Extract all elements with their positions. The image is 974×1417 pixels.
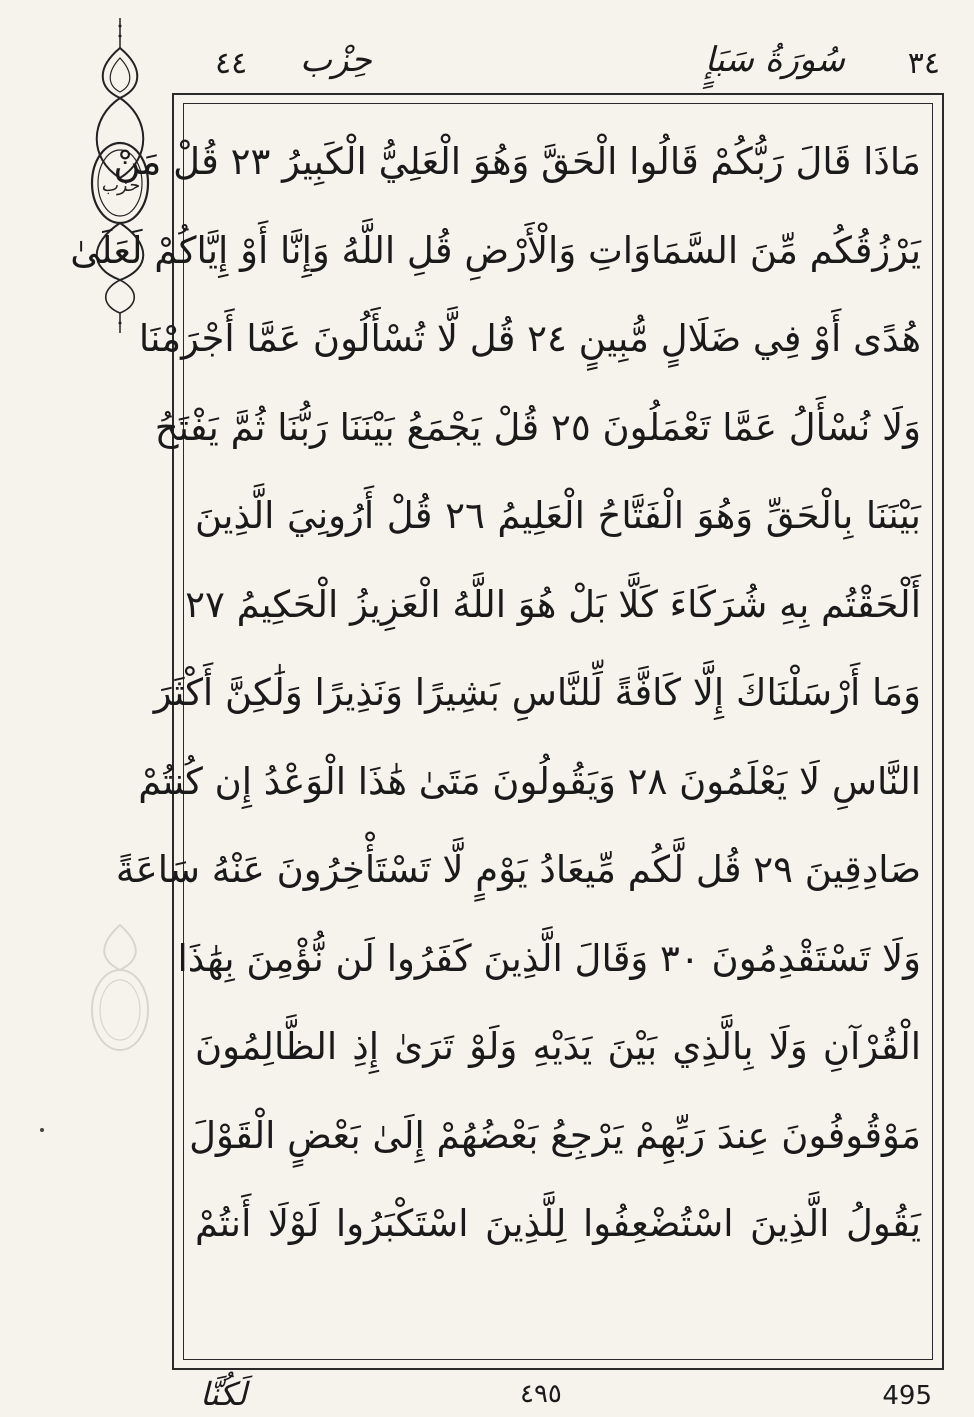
hizb-medallion-text: حزب xyxy=(100,175,140,196)
text-line-4: وَلَا نُسْأَلُ عَمَّا تَعْمَلُونَ ٢٥ قُلْ يَجْمَعُ بَيْنَنَا رَبُّنَا ثُمَّ يَفْتَحُ xyxy=(154,405,921,449)
surah-number: ٣٤ xyxy=(907,46,940,81)
text-line-1: مَاذَا قَالَ رَبُّكُمْ قَالُوا الْحَقَّ وَهُوَ الْعَلِيُّ الْكَبِيرُ ٢٣ قُلْ مَنْ xyxy=(113,140,921,183)
text-line-13: يَقُولُ الَّذِينَ اسْتُضْعِفُوا لِلَّذِينَ اسْتَكْبَرُوا لَوْلَا أَنتُمْ xyxy=(195,1202,921,1245)
text-line-12: مَوْقُوفُونَ عِندَ رَبِّهِمْ يَرْجِعُ بَعْضُهُمْ إِلَىٰ بَعْضٍ الْقَوْلَ xyxy=(189,1113,921,1157)
catchword: لَكُنَّا xyxy=(200,1375,247,1413)
page-footer xyxy=(180,1375,940,1415)
page-header xyxy=(170,40,940,90)
hizb-label: حِزْب xyxy=(300,40,372,80)
hizb-number: ٤٤ xyxy=(215,46,248,81)
text-line-2: يَرْزُقُكُم مِّنَ السَّمَاوَاتِ وَالْأَرْضِ قُلِ اللَّهُ وَإِنَّا أَوْ إِيَّاكُمْ لَعَلَىٰ xyxy=(70,228,921,272)
text-line-6: أَلْحَقْتُم بِهِ شُرَكَاءَ كَلَّا بَلْ هُوَ اللَّهُ الْعَزِيزُ الْحَكِيمُ ٢٧ xyxy=(185,582,921,626)
text-line-10: وَلَا تَسْتَقْدِمُونَ ٣٠ وَقَالَ الَّذِينَ كَفَرُوا لَن نُّؤْمِنَ بِهَٰذَا xyxy=(177,936,921,980)
page-number-latin: 495 xyxy=(882,1381,932,1411)
text-line-5: بَيْنَنَا بِالْحَقِّ وَهُوَ الْفَتَّاحُ الْعَلِيمُ ٢٦ قُلْ أَرُونِيَ الَّذِينَ xyxy=(195,494,921,537)
surah-name: سُورَةُ سَبَإٍ xyxy=(704,40,845,80)
text-line-8: النَّاسِ لَا يَعْلَمُونَ ٢٨ وَيَقُولُونَ مَتَىٰ هَٰذَا الْوَعْدُ إِن كُنتُمْ xyxy=(138,759,921,803)
paper-speck xyxy=(40,1128,44,1132)
show-through-ornament-icon xyxy=(88,925,152,1075)
text-line-9: صَادِقِينَ ٢٩ قُل لَّكُم مِّيعَادُ يَوْمٍ لَّا تَسْتَأْخِرُونَ عَنْهُ سَاعَةً xyxy=(115,848,921,891)
page-number-arabic: ٤٩٥ xyxy=(520,1379,562,1409)
text-line-11: الْقُرْآنِ وَلَا بِالَّذِي بَيْنَ يَدَيْهِ وَلَوْ تَرَىٰ إِذِ الظَّالِمُونَ xyxy=(195,1025,921,1068)
text-line-3: هُدًى أَوْ فِي ضَلَالٍ مُّبِينٍ ٢٤ قُل لَّا تُسْأَلُونَ عَمَّا أَجْرَمْنَا xyxy=(138,317,921,360)
text-line-7: وَمَا أَرْسَلْنَاكَ إِلَّا كَافَّةً لِّلنَّاسِ بَشِيرًا وَنَذِيرًا وَلَٰكِنَّ أَكْثَرَ xyxy=(153,671,921,714)
